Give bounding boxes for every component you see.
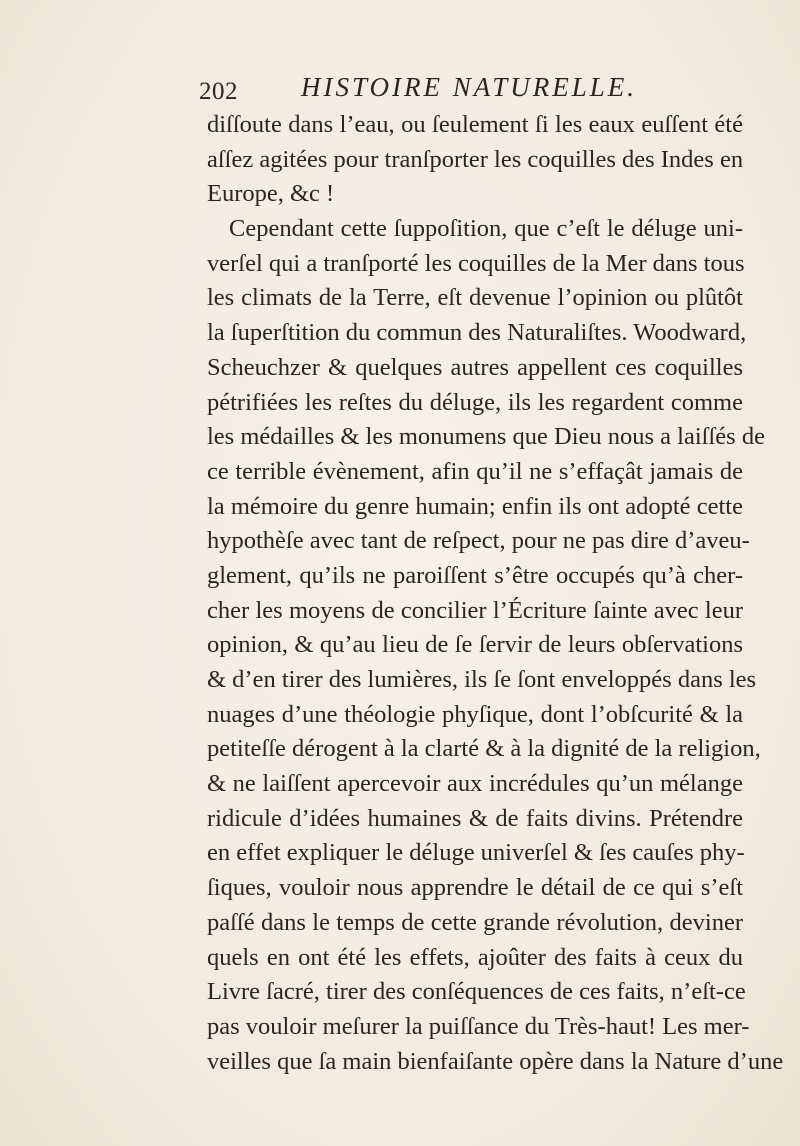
text-line: opinion, & qu’au lieu de ſe ſervir de leurs obſervations bbox=[207, 631, 743, 659]
text-line: verſel qui a tranſporté les coquilles de la Mer dans tous bbox=[207, 249, 745, 277]
running-title: HISTOIRE NATURELLE. bbox=[301, 72, 638, 102]
text-line: en effet expliquer le déluge univerſel & ſes cauſes phy- bbox=[207, 839, 745, 867]
text-line: la ſuperſtition du commun des Naturaliſtes. Woodward, bbox=[207, 319, 747, 347]
text-line: & ne laiſſent apercevoir aux incrédules qu’un mélange bbox=[207, 770, 743, 798]
text-line: paſſé dans le temps de cette grande révolution, deviner bbox=[207, 908, 743, 936]
page-header bbox=[199, 72, 759, 108]
text-line: les climats de la Terre, eſt devenue l’opinion ou plûtôt bbox=[207, 284, 743, 312]
text-line: petiteſſe dérogent à la clarté & à la dignité de la religion, bbox=[207, 735, 761, 763]
text-line: nuages d’une théologie phyſique, dont l’obſcurité & la bbox=[207, 700, 743, 728]
text-line: la mémoire du genre humain; enfin ils ont adopté cette bbox=[207, 492, 743, 520]
page-number: 202 bbox=[199, 78, 238, 105]
body-text bbox=[207, 108, 784, 1079]
text-line: ridicule d’idées humaines & de faits divins. Prétendre bbox=[207, 804, 743, 832]
text-line: les médailles & les monumens que Dieu nous a laiſſés de bbox=[207, 423, 765, 451]
text-line: aſſez agitées pour tranſporter les coquilles des Indes en bbox=[207, 145, 744, 173]
text-line: quels en ont été les effets, ajoûter des faits à ceux du bbox=[207, 943, 743, 971]
text-line: diſſoute dans l’eau, ou ſeulement ſi les eaux euſſent été bbox=[207, 111, 743, 138]
text-line: ce terrible évènement, afin qu’il ne s’effaçât jamais de bbox=[207, 457, 743, 485]
text-line: Europe, &c ! bbox=[207, 180, 335, 208]
text-line: veilles que ſa main bienfaiſante opère dans la Nature d’une bbox=[207, 1047, 784, 1075]
text-line: Scheuchzer & quelques autres appellent ces coquilles bbox=[207, 353, 743, 381]
text-line: ſiques, vouloir nous apprendre le détail de ce qui s’eſt bbox=[207, 874, 743, 902]
text-line: Livre ſacré, tirer des conſéquences de ces faits, n’eſt-ce bbox=[207, 978, 746, 1006]
text-line: pas vouloir meſurer la puiſſance du Très-haut! Les mer- bbox=[207, 1012, 750, 1040]
text-line: & d’en tirer des lumières, ils ſe ſont enveloppés dans les bbox=[207, 666, 757, 693]
text-line: cher les moyens de concilier l’Écriture ſainte avec leur bbox=[207, 596, 743, 624]
text-line: pétrifiées les reſtes du déluge, ils les regardent comme bbox=[207, 388, 743, 416]
text-line: hypothèſe avec tant de reſpect, pour ne pas dire d’aveu- bbox=[207, 527, 750, 555]
text-line: Cependant cette ſuppoſition, que c’eſt le déluge uni- bbox=[229, 215, 743, 243]
text-line: glement, qu’ils ne paroiſſent s’être occupés qu’à cher- bbox=[207, 561, 743, 589]
